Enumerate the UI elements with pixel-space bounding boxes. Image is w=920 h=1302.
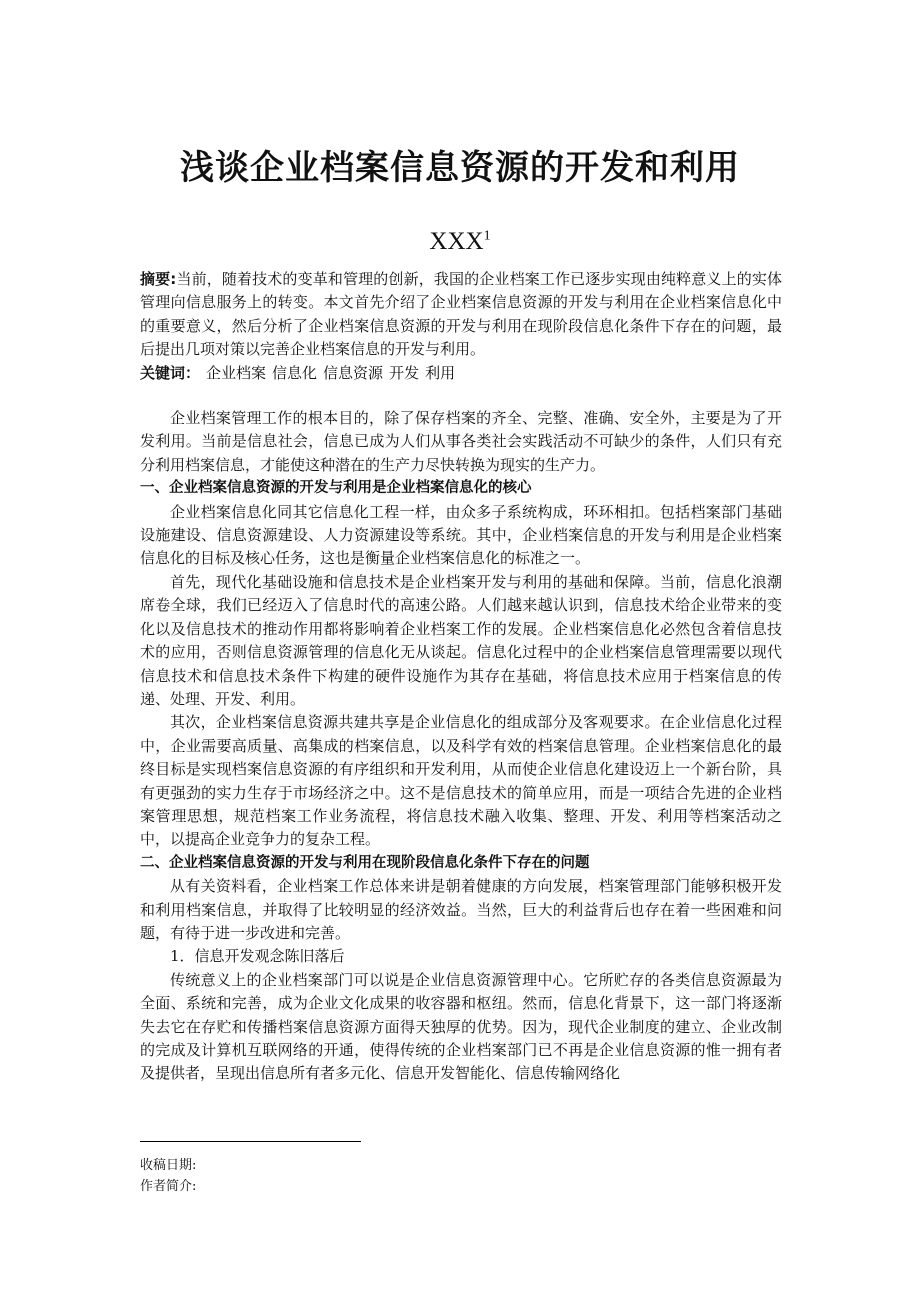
section-1-heading: 一、企业档案信息资源的开发与利用是企业档案信息化的核心: [140, 480, 532, 497]
author-line: [0, 228, 920, 256]
section-2-paragraph-1: 从有关资料看，企业档案工作总体来讲是朝着健康的方向发展，档案管理部门能够积极开发和利用档案信息，并取得了比较明显的经济效益。当然，巨大的利益背后也存在着一些困难和问题，有待于进一步改进和完善。: [140, 877, 782, 942]
section-2-heading: 二、企业档案信息资源的开发与利用在现阶段信息化条件下存在的问题: [140, 854, 590, 871]
abstract-text: 当前，随着技术的变革和管理的创新，我国的企业档案工作已逐步实现由纯粹意义上的实体管理向信息服务上的转变。本文首先介绍了企业档案信息资源的开发与利用在企业档案信息化中的重要意义，然后分析了企业档案信息资源的开发与利用在现阶段信息化条件下存在的问题，最后提出几项对策以完善企业档案信息的开发与利用。: [140, 270, 783, 359]
keyword: 信息资源: [323, 363, 384, 382]
section-2-paragraph-2: 传统意义上的企业档案部门可以说是企业信息资源管理中心。它所贮存的各类信息资源最为全面、系统和完善，成为企业文化成果的收容器和枢纽。然而，信息化背景下，这一部门将逐渐失去它在存贮和传播档案信息资源方面得天独厚的优势。因为，现代企业制度的建立、企业改制的完成及计算机互联网络的开通，使得传统的企业档案部门已不再是企业信息资源的惟一拥有者及提供者，呈现出信息所有者多元化、信息开发智能化、信息传输网络化: [140, 970, 782, 1083]
keyword: 开发: [389, 363, 420, 382]
spacer: [140, 385, 782, 407]
section-1-paragraph-2: 首先，现代化基础设施和信息技术是企业档案开发与利用的基础和保障。当前，信息化浪潮席卷全球，我们已经迈入了信息时代的高速公路。人们越来越认识到，信息技术给企业带来的变化以及信息技术的推动作用都将影响着企业档案工作的发展。企业档案信息化必然包含着信息技术的应用，否则信息资源管理的信息化无从谈起。信息化过程中的企业档案信息管理需要以现代信息技术和信息技术条件下构建的硬件设施作为其存在基础，将信息技术应用于档案信息的传递、处理、开发、利用。: [140, 572, 782, 708]
paper-body: [140, 268, 782, 1086]
abstract-label: 摘要:: [140, 270, 177, 288]
keyword: 企业档案: [206, 363, 267, 382]
section-1-paragraph-1: 企业档案信息化同其它信息化工程一样，由众多子系统构成，环环相扣。包括档案部门基础设施建设、信息资源建设、人力资源建设等系统。其中，企业档案信息的开发与利用是企业档案信息化的目标及核心任务，这也是衡量企业档案信息化的标准之一。: [140, 502, 782, 568]
section-2-subheading-1: 1．信息开发观念陈旧落后: [170, 947, 345, 966]
section-1-paragraph-3: 其次，企业档案信息资源共建共享是企业信息化的组成部分及客观要求。在企业信息化过程中，企业需要高质量、高集成的档案信息，以及科学有效的档案信息管理。企业档案信息化的最终目标是实现档案信息资源的有序组织和开发利用，从而使企业信息化建设迈上一个新台阶，具有更强劲的实力生存于市场经济之中。这不是信息技术的简单应用，而是一项结合先进的企业档案管理思想，规范档案工作业务流程，将信息技术融入收集、整理、开发、利用等档案活动之中，以提高企业竞争力的复杂工程。: [140, 713, 782, 849]
keywords: [140, 362, 782, 385]
footnote-rule: [140, 1141, 361, 1142]
keyword: 利用: [425, 363, 456, 382]
keywords-label: 关键词：: [140, 363, 201, 382]
author-footnote-mark: 1: [483, 228, 491, 244]
intro-paragraph: 企业档案管理工作的根本目的，除了保存档案的齐全、完整、准确、安全外，主要是为了开发利用。当前是信息社会，信息已成为人们从事各类社会实践活动不可缺少的条件，人们只有充分利用档案信息，才能使这种潜在的生产力尽快转换为现实的生产力。: [140, 409, 782, 474]
author-name: XXX: [429, 228, 484, 255]
footnotes: [140, 1155, 196, 1197]
abstract: [140, 268, 782, 362]
keyword: 信息化: [272, 363, 318, 382]
paper-title: 浅谈企业档案信息资源的开发和利用: [180, 148, 740, 188]
footnote-author-bio: 作者简介:: [140, 1179, 197, 1194]
footnote-received-date: 收稿日期:: [140, 1158, 197, 1173]
